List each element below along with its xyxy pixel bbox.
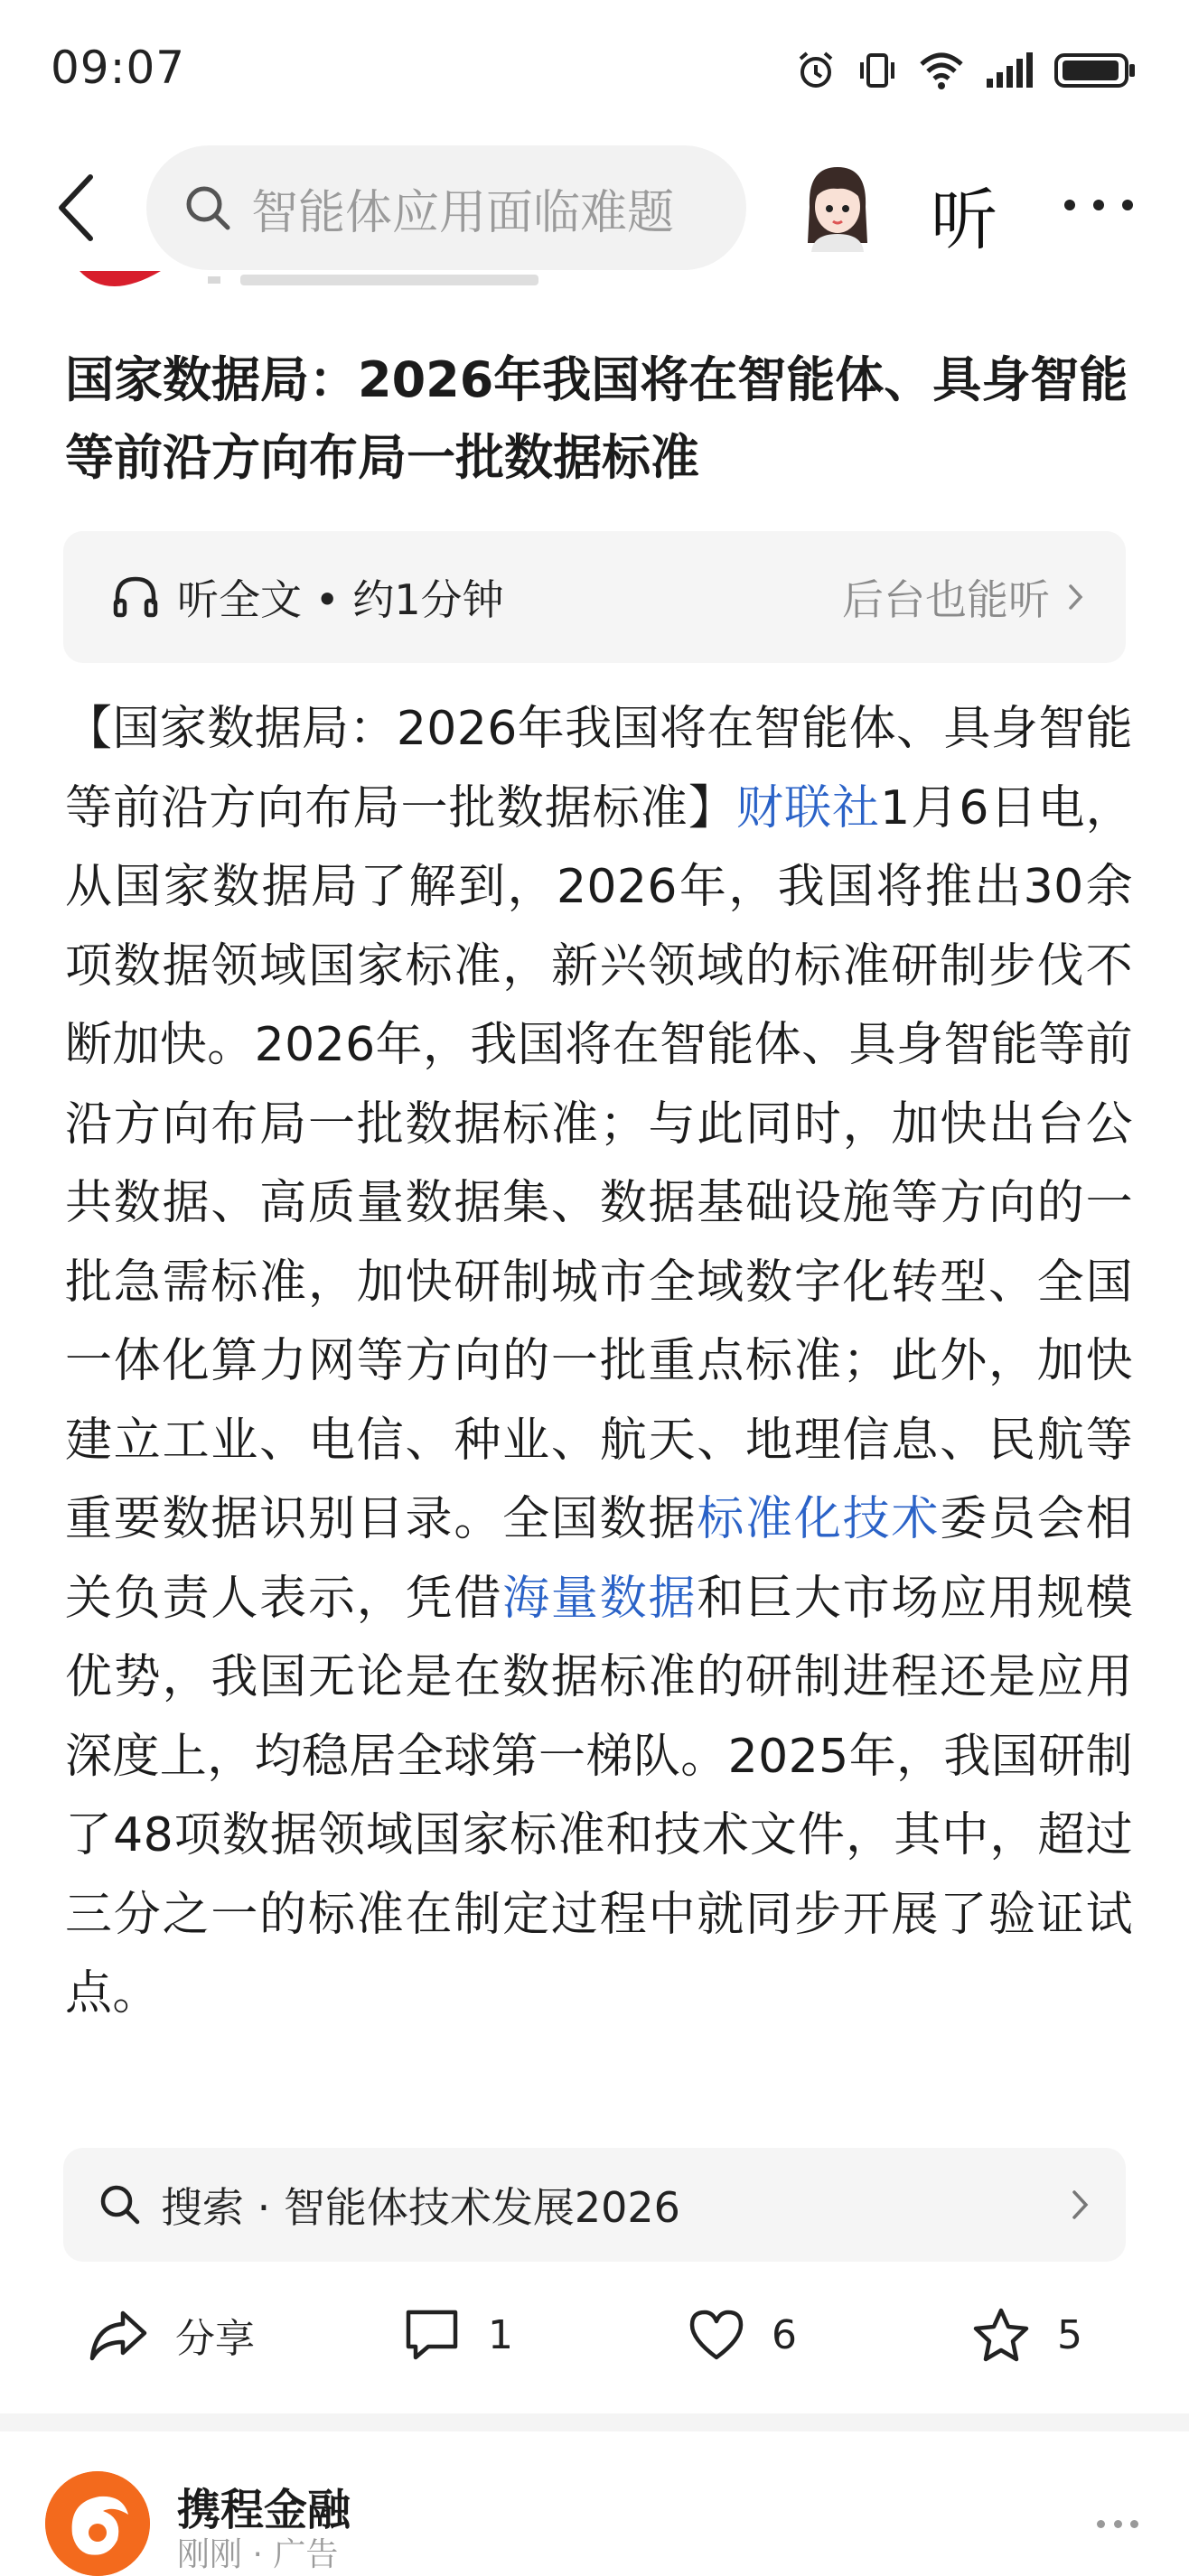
wifi-icon — [918, 50, 965, 91]
keyword-link-standardization[interactable]: 标准化技术 — [697, 1492, 941, 1546]
background-play-link[interactable] — [842, 567, 1084, 627]
related-search-text: 搜索 · 智能体技术发展2026 — [161, 2183, 680, 2232]
article-title: 国家数据局：2026年我国将在智能体、具身智能等前沿方向布局一批数据标准 — [65, 351, 1128, 486]
keyword-link-massive-data[interactable]: 海量数据 — [502, 1571, 697, 1626]
share-icon — [89, 2308, 148, 2362]
more-options-button[interactable] — [1064, 187, 1133, 223]
comment-button[interactable] — [403, 2294, 513, 2375]
status-bar — [0, 0, 1189, 135]
search-placeholder: 智能体应用面临难题 — [251, 185, 675, 240]
share-label: 分享 — [175, 2316, 255, 2362]
search-icon — [184, 184, 231, 231]
section-divider — [0, 2413, 1189, 2431]
headphones-icon — [112, 574, 159, 621]
avatar[interactable] — [797, 162, 878, 252]
top-nav — [0, 140, 1189, 271]
back-arrow-icon — [56, 173, 96, 242]
ad-title[interactable]: 携程金融 — [177, 2485, 351, 2535]
like-button[interactable] — [688, 2294, 797, 2375]
search-input[interactable] — [146, 145, 746, 270]
chevron-right-icon — [1072, 2189, 1090, 2220]
like-count: 6 — [772, 2311, 797, 2358]
body-text: 1月6日电，从国家数据局了解到，2026年，我国将推出30余项数据领域国家标准，新兴领域的标准研制步伐不断加快。2026年，我国将在智能体、具身智能等前沿方向布局一批数据标准；与此同时，加快出台公共数据、高质量数据集、数据基础设施等方向的一批急需标准，加快研制城市全域数字化转型、全国一体化算力网等方向的一批重点标准；此外，加快建立工业、电信、种业、航天、地理信息、民航等重要数据识别目录。全国数据 — [65, 780, 1133, 1546]
signal-icon — [985, 50, 1034, 91]
comment-count: 1 — [488, 2311, 513, 2358]
author-row-remnant — [72, 271, 651, 298]
ad-logo[interactable] — [45, 2471, 150, 2576]
favorite-button[interactable] — [972, 2294, 1082, 2375]
action-bar — [0, 2294, 1189, 2375]
alarm-icon — [795, 50, 837, 91]
listen-full-text-bar[interactable] — [63, 531, 1126, 663]
back-button[interactable] — [49, 167, 103, 248]
listen-button[interactable]: 听 — [931, 182, 997, 259]
star-icon — [972, 2307, 1030, 2363]
vibrate-icon — [857, 50, 898, 91]
listen-full-text-label: 听全文 • 约1分钟 — [177, 575, 504, 624]
heart-icon — [688, 2309, 744, 2361]
body-text: 和巨大市场应用规模优势，我国无论是在数据标准的研制进程还是应用深度上，均稳居全球第一梯队。2025年，我国研制了48项数据领域国家标准和技术文件，其中，超过三分之一的标准在制定过程中就同步开展了验证试点。 — [65, 1571, 1133, 2021]
related-search-suggestion[interactable] — [63, 2148, 1126, 2262]
status-time: 09:07 — [51, 42, 186, 94]
background-play-label: 后台也能听 — [842, 575, 1050, 624]
ad-meta: 刚刚 · 广告 — [177, 2536, 339, 2573]
favorite-count: 5 — [1057, 2311, 1082, 2358]
body-text-lead: 【国家数据局：2026年我国将在智能体、具身智能等前沿方向布局一批数据标准】 — [65, 702, 1133, 835]
article-body — [65, 690, 1133, 2034]
search-icon — [99, 2184, 141, 2226]
share-button[interactable] — [89, 2294, 255, 2375]
body-text: 委员会相关负责人表示，凭借 — [65, 1492, 1133, 1626]
battery-icon — [1053, 50, 1137, 91]
comment-icon — [403, 2307, 461, 2363]
ad-more-button[interactable] — [1097, 2520, 1138, 2533]
chevron-right-icon — [1068, 583, 1084, 611]
status-icons — [795, 47, 1137, 94]
source-link[interactable]: 财联社 — [735, 780, 881, 835]
